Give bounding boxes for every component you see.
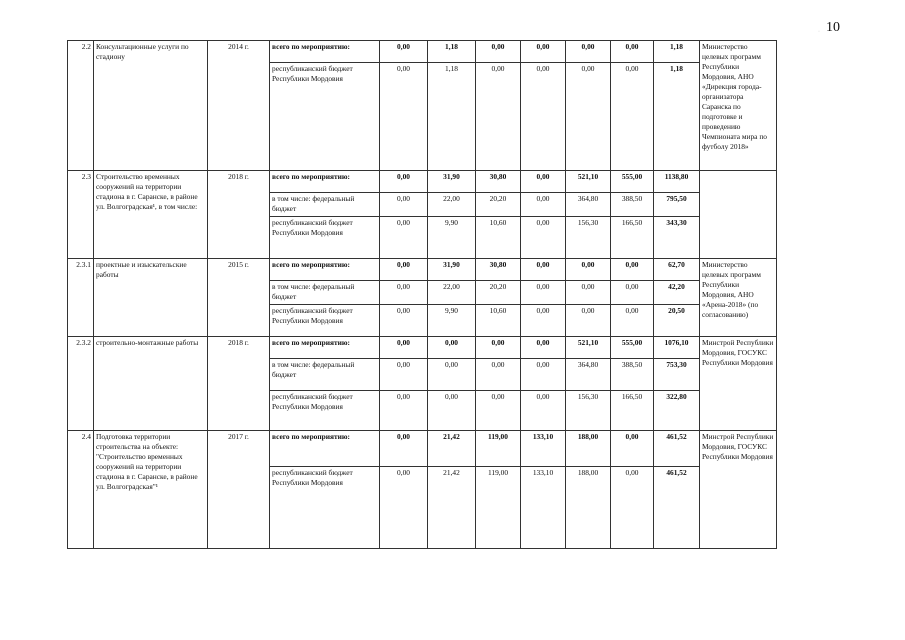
row-number: 2.2 — [68, 41, 94, 171]
year-amount: 119,00 — [476, 431, 521, 467]
activity-year: 2018 г. — [208, 337, 270, 431]
year-amount: 0,00 — [521, 337, 566, 359]
total-amount: 461,52 — [654, 431, 700, 467]
row-number: 2.3.2 — [68, 337, 94, 431]
year-amount: 364,80 — [566, 359, 611, 391]
year-amount: 0,00 — [611, 63, 654, 171]
year-amount: 0,00 — [521, 259, 566, 281]
year-amount: 0,00 — [566, 259, 611, 281]
table-row — [68, 431, 777, 467]
activity-year: 2015 г. — [208, 259, 270, 337]
total-amount: 795,50 — [654, 193, 700, 217]
year-amount: 30,80 — [476, 171, 521, 193]
total-amount: 461,52 — [654, 467, 700, 549]
year-amount: 0,00 — [380, 305, 428, 337]
year-amount: 0,00 — [521, 41, 566, 63]
year-amount: 0,00 — [380, 359, 428, 391]
activity-name: Консультационные услуги по стадиону — [94, 41, 208, 171]
year-amount: 133,10 — [521, 431, 566, 467]
executor: Минстрой Республики Мордовия, ГОСУКС Республики Мордовия — [700, 431, 777, 549]
funding-source: республиканский бюджет Республики Мордовия — [270, 63, 380, 171]
funding-source: всего по мероприятию: — [270, 259, 380, 281]
total-amount: 1,18 — [654, 63, 700, 171]
year-amount: 0,00 — [521, 193, 566, 217]
funding-source: республиканский бюджет Республики Мордовия — [270, 305, 380, 337]
year-amount: 0,00 — [428, 359, 476, 391]
year-amount: 119,00 — [476, 467, 521, 549]
year-amount: 31,90 — [428, 259, 476, 281]
funding-source: в том числе: федеральный бюджет — [270, 359, 380, 391]
activity-year: 2018 г. — [208, 171, 270, 259]
budget-table — [67, 40, 777, 549]
year-amount: 0,00 — [380, 337, 428, 359]
executor — [700, 171, 777, 259]
year-amount: 1,18 — [428, 41, 476, 63]
year-amount: 22,00 — [428, 193, 476, 217]
activity-name: строительно-монтажные работы — [94, 337, 208, 431]
year-amount: 0,00 — [476, 359, 521, 391]
funding-source: республиканский бюджет Республики Мордовия — [270, 391, 380, 431]
table-row — [68, 41, 777, 63]
year-amount: 555,00 — [611, 337, 654, 359]
table-row — [68, 259, 777, 281]
year-amount: 0,00 — [566, 63, 611, 171]
year-amount: 0,00 — [611, 467, 654, 549]
total-amount: 1076,10 — [654, 337, 700, 359]
page-number: 10 — [826, 20, 840, 35]
year-amount: 388,50 — [611, 359, 654, 391]
year-amount: 22,00 — [428, 281, 476, 305]
year-amount: 1,18 — [428, 63, 476, 171]
year-amount: 521,10 — [566, 337, 611, 359]
year-amount: 188,00 — [566, 431, 611, 467]
year-amount: 166,50 — [611, 217, 654, 259]
year-amount: 20,20 — [476, 281, 521, 305]
total-amount: 343,30 — [654, 217, 700, 259]
funding-source: республиканский бюджет Республики Мордовия — [270, 217, 380, 259]
scan-artifact: · — [818, 29, 820, 35]
year-amount: 0,00 — [566, 305, 611, 337]
year-amount: 0,00 — [521, 281, 566, 305]
executor: Минстрой Республики Мордовия, ГОСУКС Республики Мордовия — [700, 337, 777, 431]
year-amount: 20,20 — [476, 193, 521, 217]
funding-source: всего по мероприятию: — [270, 41, 380, 63]
year-amount: 0,00 — [380, 467, 428, 549]
year-amount: 9,90 — [428, 217, 476, 259]
year-amount: 0,00 — [380, 281, 428, 305]
row-number: 2.4 — [68, 431, 94, 549]
year-amount: 521,10 — [566, 171, 611, 193]
activity-year: 2017 г. — [208, 431, 270, 549]
activity-name: проектные и изыскательские работы — [94, 259, 208, 337]
year-amount: 0,00 — [428, 391, 476, 431]
year-amount: 555,00 — [611, 171, 654, 193]
year-amount: 0,00 — [380, 171, 428, 193]
year-amount: 364,80 — [566, 193, 611, 217]
year-amount: 0,00 — [476, 41, 521, 63]
activity-name: Строительство временных сооружений на территории стадиона в г. Саранске, в районе ул. Волгоградская¹, в том числе: — [94, 171, 208, 259]
year-amount: 0,00 — [566, 281, 611, 305]
activity-year: 2014 г. — [208, 41, 270, 171]
total-amount: 753,30 — [654, 359, 700, 391]
executor: Министерство целевых программ Республики Мордовия, АНО «Дирекция города-организатора Саранска по подготовке и проведению Чемпионата мира по футболу 2018» — [700, 41, 777, 171]
year-amount: 0,00 — [380, 431, 428, 467]
year-amount: 166,50 — [611, 391, 654, 431]
year-amount: 0,00 — [476, 63, 521, 171]
year-amount: 0,00 — [380, 217, 428, 259]
funding-source: всего по мероприятию: — [270, 337, 380, 359]
total-amount: 322,80 — [654, 391, 700, 431]
year-amount: 0,00 — [476, 391, 521, 431]
funding-source: республиканский бюджет Республики Мордовия — [270, 467, 380, 549]
funding-source: в том числе: федеральный бюджет — [270, 281, 380, 305]
year-amount: 21,42 — [428, 431, 476, 467]
year-amount: 31,90 — [428, 171, 476, 193]
row-number: 2.3.1 — [68, 259, 94, 337]
year-amount: 0,00 — [521, 359, 566, 391]
year-amount: 0,00 — [611, 305, 654, 337]
year-amount: 0,00 — [380, 41, 428, 63]
year-amount: 0,00 — [566, 41, 611, 63]
year-amount: 0,00 — [380, 63, 428, 171]
year-amount: 0,00 — [380, 193, 428, 217]
table-row — [68, 337, 777, 359]
year-amount: 0,00 — [611, 259, 654, 281]
year-amount: 0,00 — [521, 305, 566, 337]
year-amount: 0,00 — [611, 431, 654, 467]
year-amount: 9,90 — [428, 305, 476, 337]
total-amount: 42,20 — [654, 281, 700, 305]
year-amount: 0,00 — [521, 171, 566, 193]
year-amount: 0,00 — [611, 41, 654, 63]
year-amount: 0,00 — [476, 337, 521, 359]
year-amount: 10,60 — [476, 217, 521, 259]
activity-name: Подготовка территории строительства на объекте: "Строительство временных сооружений на территории стадиона в г. Саранске, в районе ул. Волгоградская"¹ — [94, 431, 208, 549]
year-amount: 0,00 — [380, 259, 428, 281]
table-row — [68, 171, 777, 193]
total-amount: 20,50 — [654, 305, 700, 337]
year-amount: 0,00 — [428, 337, 476, 359]
year-amount: 0,00 — [611, 281, 654, 305]
year-amount: 388,50 — [611, 193, 654, 217]
year-amount: 21,42 — [428, 467, 476, 549]
year-amount: 0,00 — [521, 63, 566, 171]
funding-source: всего по мероприятию: — [270, 171, 380, 193]
year-amount: 156,30 — [566, 391, 611, 431]
total-amount: 62,70 — [654, 259, 700, 281]
funding-source: всего по мероприятию: — [270, 431, 380, 467]
executor: Министерство целевых программ Республики Мордовия, АНО «Арена-2018» (по согласованию) — [700, 259, 777, 337]
year-amount: 10,60 — [476, 305, 521, 337]
year-amount: 30,80 — [476, 259, 521, 281]
total-amount: 1138,80 — [654, 171, 700, 193]
year-amount: 0,00 — [521, 391, 566, 431]
funding-source: в том числе: федеральный бюджет — [270, 193, 380, 217]
year-amount: 0,00 — [380, 391, 428, 431]
total-amount: 1,18 — [654, 41, 700, 63]
year-amount: 133,10 — [521, 467, 566, 549]
year-amount: 0,00 — [521, 217, 566, 259]
year-amount: 188,00 — [566, 467, 611, 549]
year-amount: 156,30 — [566, 217, 611, 259]
row-number: 2.3 — [68, 171, 94, 259]
